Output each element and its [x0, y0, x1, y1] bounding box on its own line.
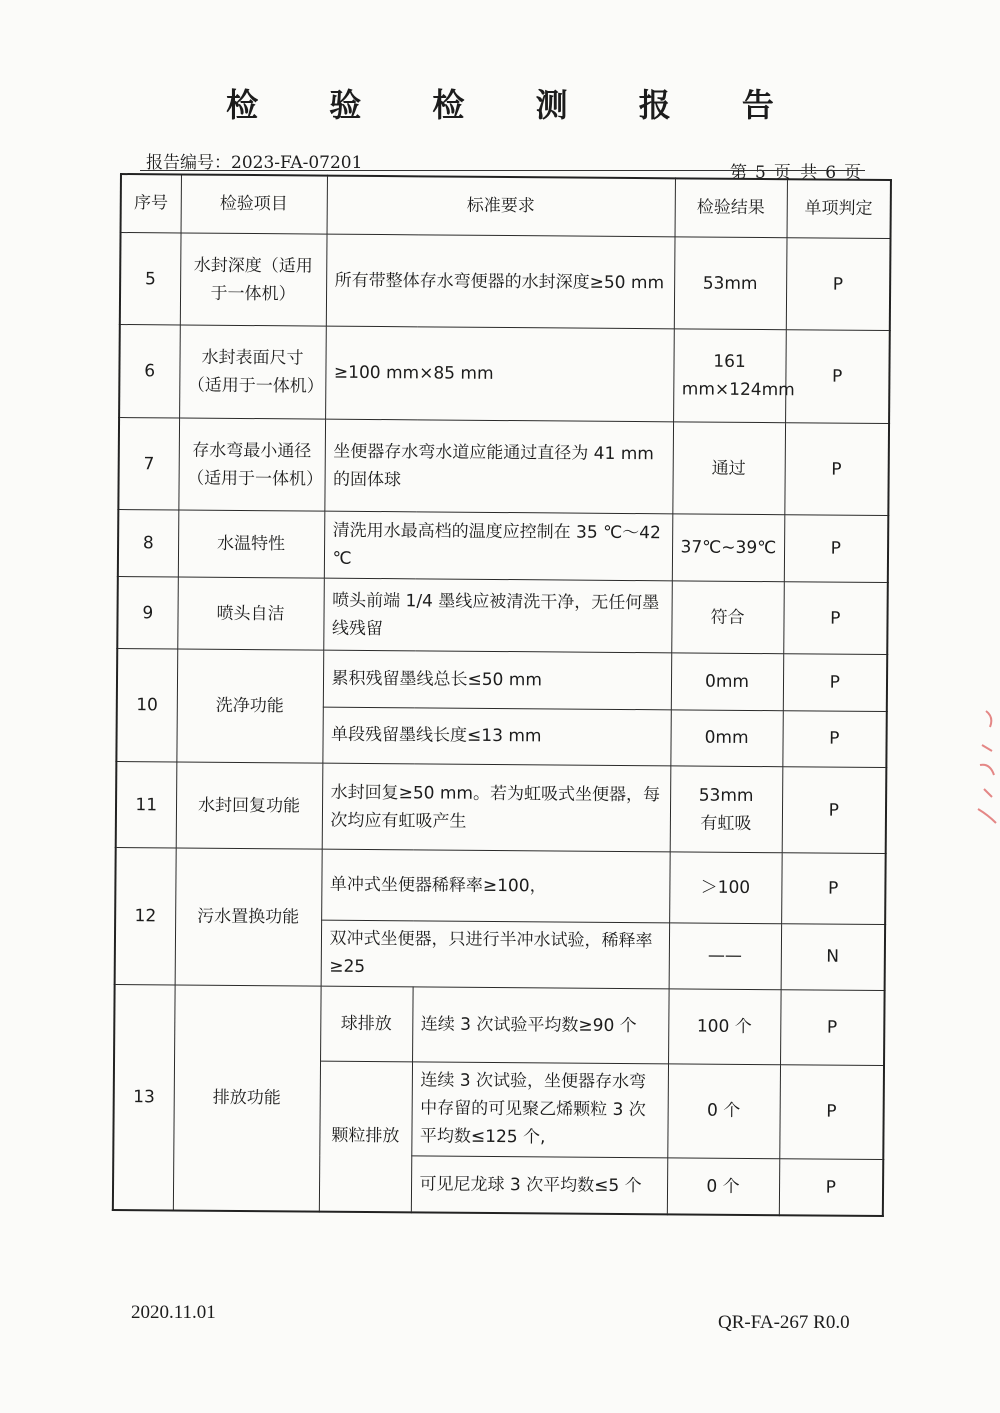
header-item: 检验项目 [181, 174, 327, 233]
judgement-cell: P [779, 1064, 884, 1159]
result-cell: 符合 [671, 581, 784, 654]
judgement-cell: P [782, 710, 886, 767]
seal-stamp-edge [972, 705, 1000, 835]
table-row [118, 510, 888, 582]
header-judgement: 单项判定 [787, 179, 891, 238]
header-rule [140, 170, 865, 171]
page-prefix: 第 [730, 163, 749, 183]
judgement-cell: P [785, 330, 890, 423]
seq-cell: 12 [115, 848, 176, 985]
item-cell: 存水弯最小通径（适用于一体机） [178, 418, 325, 512]
result-cell: 0mm [671, 653, 783, 710]
result-cell: 53mm [674, 237, 787, 330]
seq-cell: 9 [117, 576, 178, 649]
page-total: 6 [825, 163, 839, 183]
sub-item-cell: 颗粒排放 [319, 1061, 412, 1213]
standard-cell: 单段残留墨线长度≤13 mm [322, 707, 670, 766]
standard-cell: 单冲式坐便器稀释率≥100， [321, 849, 670, 922]
page-suffix: 页 [844, 163, 864, 183]
judgement-cell: P [783, 654, 887, 711]
judgement-cell: P [784, 423, 889, 516]
result-cell: 0 个 [667, 1158, 779, 1215]
table-row [120, 232, 891, 331]
footer-form-code: QR-FA-267 R0.0 [718, 1312, 850, 1333]
standard-cell: 双冲式坐便器，只进行半冲水试验，稀释率≥25 [321, 920, 670, 989]
table-header-row [121, 174, 891, 238]
seq-cell: 10 [116, 649, 177, 762]
item-cell: 水温特性 [178, 510, 325, 578]
result-cell: —— [669, 923, 782, 990]
item-cell: 喷头自洁 [177, 577, 324, 651]
footer-date: 2020.11.01 [131, 1302, 216, 1323]
header-seq: 序号 [121, 174, 181, 233]
item-cell: 水封深度（适用于一体机） [180, 233, 327, 327]
seq-cell: 7 [118, 417, 179, 510]
standard-cell: 连续 3 次试验，坐便器存水弯中存留的可见聚乙烯颗粒 3 次平均数≤125 个, [411, 1061, 668, 1158]
result-cell: 161 mm×124mm [673, 329, 786, 422]
result-line: 53mm [698, 785, 754, 806]
standard-cell: 可见尼龙球 3 次平均数≤5 个 [411, 1156, 667, 1214]
report-title: 检 验 检 测 报 告 [226, 86, 804, 124]
result-cell: 通过 [672, 422, 785, 515]
item-cell: 水封表面尺寸（适用于一体机） [179, 325, 326, 419]
judgement-cell: N [781, 923, 886, 990]
standard-cell: 清洗用水最高档的温度应控制在 35 ℃～42 ℃ [324, 512, 673, 581]
standard-cell: 累积残留墨线总长≤50 mm [323, 650, 671, 709]
table-row [115, 848, 886, 924]
table-row [119, 325, 890, 424]
judgement-cell: P [783, 582, 888, 655]
sub-item-cell: 球排放 [320, 986, 413, 1061]
result-cell: 100 个 [668, 989, 781, 1064]
seq-cell: 13 [113, 985, 175, 1211]
seal-stamp-icon [972, 705, 1000, 835]
standard-cell: ≥100 mm×85 mm [325, 326, 674, 421]
result-line: 有虹吸 [700, 813, 752, 834]
standard-cell: 水封回复≥50 mm。若为虹吸式坐便器，每次均应有虹吸产生 [322, 763, 671, 852]
seq-cell: 6 [119, 325, 180, 418]
page-current: 5 [755, 163, 768, 183]
item-cell: 水封回复功能 [176, 762, 323, 850]
judgement-cell: P [786, 238, 891, 331]
judgement-cell: P [780, 990, 885, 1065]
standard-cell: 所有带整体存水弯便器的水封深度≥50 mm [326, 234, 675, 329]
result-cell: 0mm [670, 709, 782, 766]
report-number: 报告编号：2023-FA-07201 [146, 153, 363, 173]
result-cell: 37℃~39℃ [672, 514, 785, 581]
page-mid: 页 共 [773, 163, 820, 183]
table-row [116, 761, 887, 854]
item-cell: 洗净功能 [176, 649, 323, 763]
item-cell: 污水置换功能 [175, 848, 322, 986]
table-row [118, 417, 889, 516]
result-cell: ＞100 [669, 852, 782, 923]
standard-cell: 坐便器存水弯水道应能通过直径为 41 mm 的固体球 [324, 419, 673, 514]
table-row [114, 985, 885, 1065]
table-row [117, 649, 887, 711]
seq-cell: 8 [118, 510, 179, 577]
standard-cell: 连续 3 次试验平均数≥90 个 [412, 987, 669, 1063]
header-standard: 标准要求 [327, 176, 675, 237]
standard-cell: 喷头前端 1/4 墨线应被清洗干净，无任何墨线残留 [323, 578, 672, 653]
seq-cell: 11 [116, 761, 177, 848]
inspection-table [112, 173, 892, 1217]
judgement-cell: P [784, 515, 889, 582]
header-result: 检验结果 [675, 178, 787, 237]
judgement-cell: P [782, 767, 887, 854]
judgement-cell: P [781, 853, 886, 924]
judgement-cell: P [779, 1159, 883, 1216]
table-row [117, 576, 888, 654]
result-cell [670, 766, 783, 853]
item-cell: 排放功能 [173, 985, 321, 1212]
result-cell: 0 个 [667, 1063, 780, 1158]
seq-cell: 5 [120, 232, 181, 325]
